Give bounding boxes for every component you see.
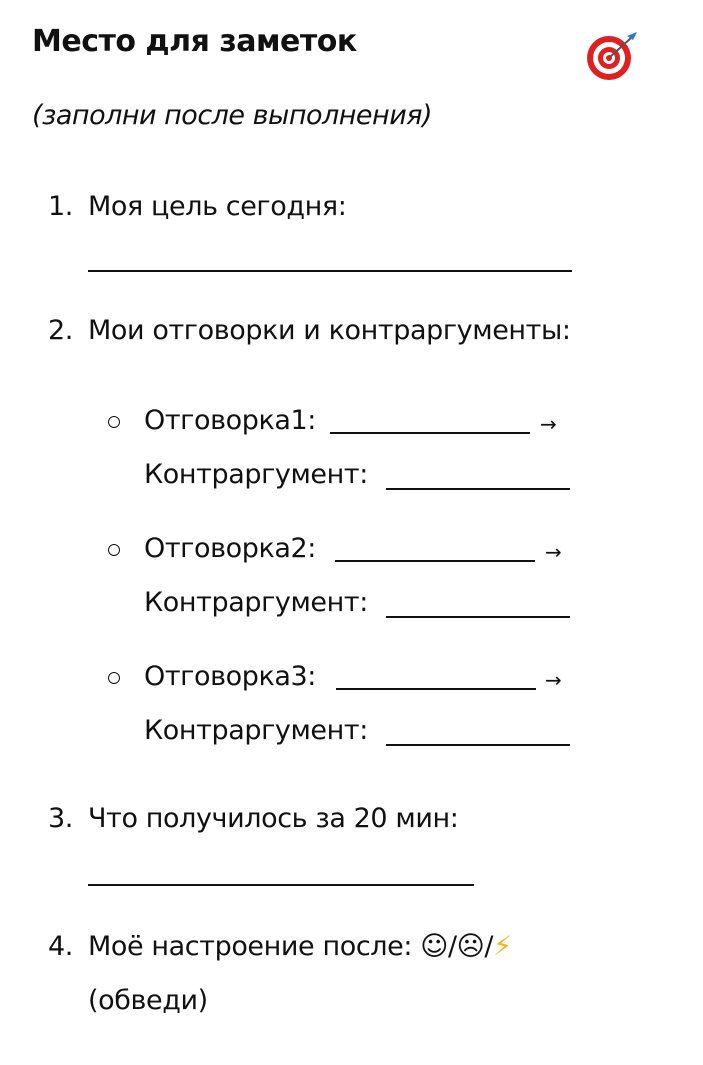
result-blank-line[interactable] bbox=[88, 884, 474, 886]
separator: / bbox=[484, 931, 494, 962]
item-number: 1. bbox=[48, 191, 73, 222]
excuse-3 bbox=[144, 660, 316, 694]
arrow-icon: → bbox=[545, 668, 562, 692]
bullet-icon bbox=[108, 416, 120, 428]
mood-note: (обведи) bbox=[88, 985, 208, 1016]
excuse-2 bbox=[144, 532, 316, 566]
frown-icon[interactable]: ☹ bbox=[456, 931, 485, 962]
counter-2 bbox=[144, 586, 368, 620]
counter-label: Контраргумент: bbox=[144, 459, 368, 490]
counter-2-blank[interactable] bbox=[386, 616, 570, 618]
excuse-3-blank[interactable] bbox=[336, 688, 536, 690]
item-number: 2. bbox=[48, 315, 73, 346]
item-number: 3. bbox=[48, 803, 73, 834]
excuse-1 bbox=[144, 404, 316, 438]
arrow-icon: → bbox=[540, 412, 557, 436]
excuse-label: Отговорка1: bbox=[144, 405, 316, 436]
bullet-icon bbox=[108, 672, 120, 684]
counter-3-blank[interactable] bbox=[386, 744, 570, 746]
counter-1 bbox=[144, 458, 368, 492]
target-dart-icon bbox=[585, 28, 639, 82]
counter-3 bbox=[144, 714, 368, 748]
arrow-icon: → bbox=[545, 540, 562, 564]
lightning-icon[interactable]: ⚡ bbox=[493, 931, 512, 962]
excuse-label: Отговорка3: bbox=[144, 661, 316, 692]
counter-label: Контраргумент: bbox=[144, 587, 368, 618]
separator: / bbox=[447, 931, 457, 962]
page-title: Место для заметок bbox=[32, 24, 357, 59]
item-number: 4. bbox=[48, 931, 73, 962]
item-label: Моё настроение после: bbox=[88, 931, 413, 962]
smile-icon[interactable]: ☺ bbox=[420, 931, 448, 962]
item-label: Мои отговорки и контраргументы: bbox=[88, 315, 571, 346]
bullet-icon bbox=[108, 544, 120, 556]
excuse-2-blank[interactable] bbox=[335, 560, 535, 562]
subtitle: (заполни после выполнения) bbox=[32, 100, 433, 131]
item-label: Моя цель сегодня: bbox=[88, 191, 347, 222]
excuse-label: Отговорка2: bbox=[144, 533, 316, 564]
excuse-1-blank[interactable] bbox=[330, 432, 530, 434]
item-label: Что получилось за 20 мин: bbox=[88, 803, 459, 834]
counter-label: Контраргумент: bbox=[144, 715, 368, 746]
counter-1-blank[interactable] bbox=[386, 488, 570, 490]
goal-blank-line[interactable] bbox=[88, 270, 572, 272]
